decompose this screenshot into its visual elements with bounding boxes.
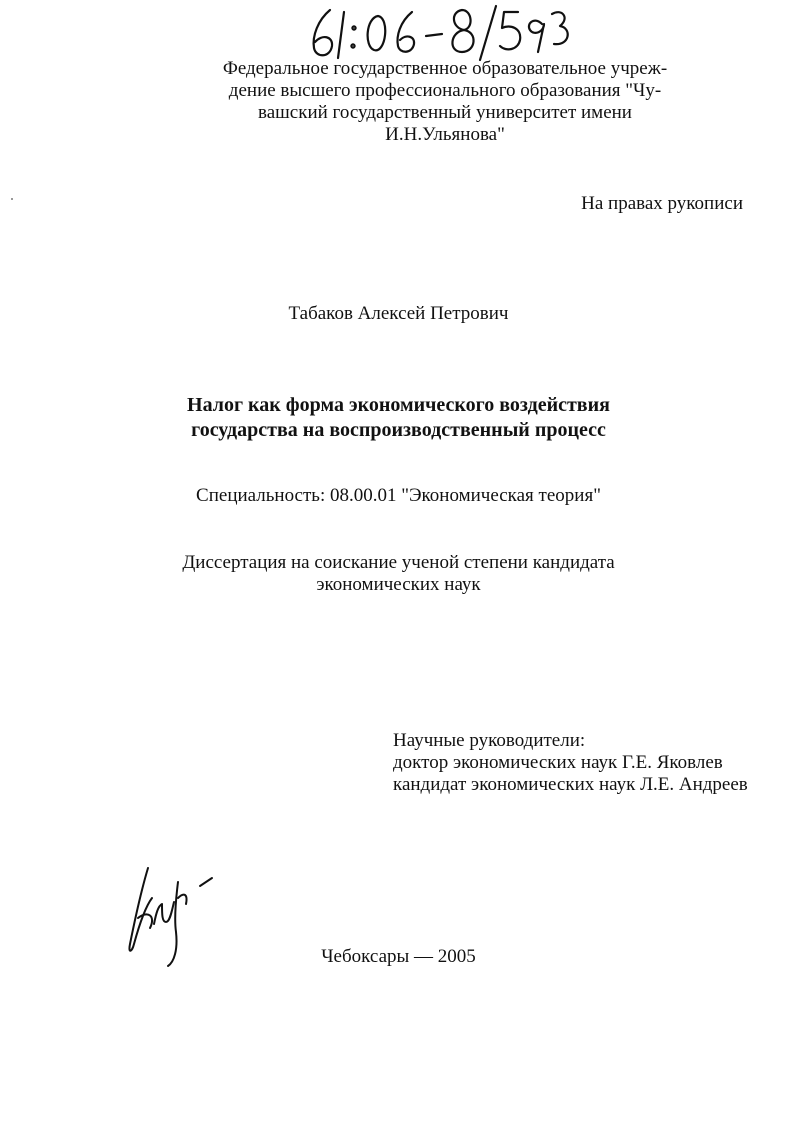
institution-line-1: Федеральное государственное образовательное учреж-	[222, 58, 668, 79]
degree-line-1: Диссертация на соискание ученой степени кандидата	[182, 552, 615, 573]
degree-statement	[0, 552, 797, 596]
supervisors-heading: Научные руководители:	[393, 730, 586, 751]
institution-line-2: дение высшего профессионального образования "Чу-	[228, 80, 662, 101]
handwritten-archive-number	[300, 2, 570, 64]
specialty: Специальность: 08.00.01 "Экономическая теория"	[196, 485, 601, 506]
rights-notice: На правах рукописи	[581, 193, 743, 214]
scan-speck	[11, 198, 13, 200]
title-line-2: государства на воспроизводственный процесс	[191, 419, 606, 441]
institution-line-4: И.Н.Ульянова"	[385, 124, 505, 145]
city-and-year: Чебоксары — 2005	[321, 946, 476, 967]
institution-name	[195, 58, 695, 146]
supervisor-1: доктор экономических наук Г.Е. Яковлев	[393, 752, 723, 773]
supervisors-block	[393, 730, 748, 796]
supervisor-2: кандидат экономических наук Л.Е. Андреев	[393, 774, 748, 795]
author-name: Табаков Алексей Петрович	[288, 303, 509, 324]
title-line-1: Налог как форма экономического воздействия	[187, 394, 610, 416]
dissertation-title	[0, 393, 797, 443]
degree-line-2: экономических наук	[316, 574, 481, 595]
institution-line-3: вашский государственный университет имени	[258, 102, 632, 123]
